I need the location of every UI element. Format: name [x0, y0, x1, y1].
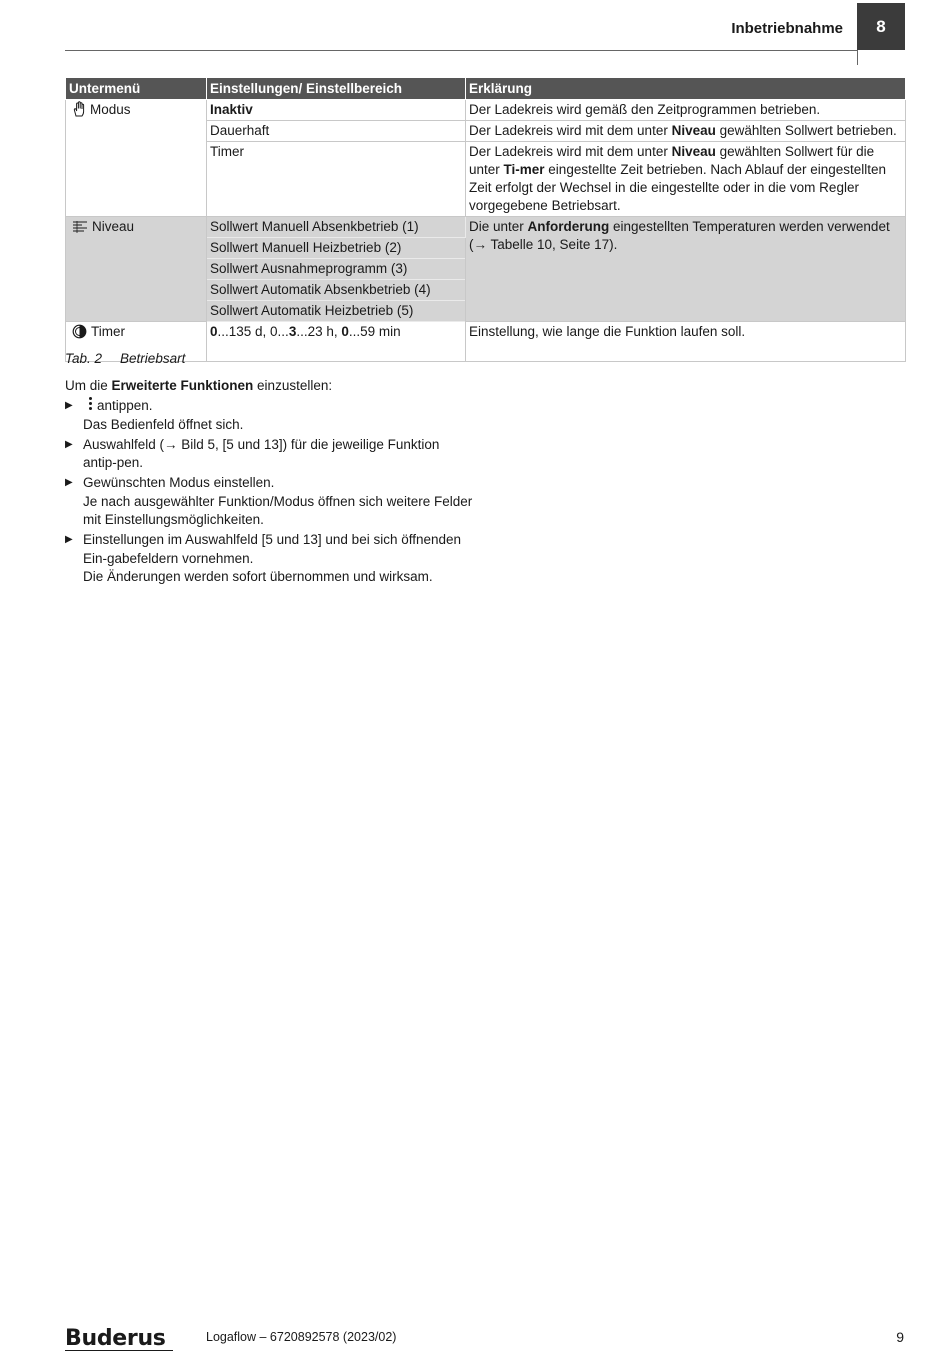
more-options-icon	[89, 397, 93, 412]
explanation-cell	[466, 121, 906, 142]
document-reference: Logaflow – 6720892578 (2023/02)	[206, 1330, 397, 1344]
explanation-keyword: Niveau	[671, 123, 716, 138]
explanation-text: eingestellte Zeit betrieben. Nach Ablauf der eingestellten Zeit erfolgt der Wechsel in die eingestellte oder in die vom Regler vorgegebene Betriebsart.	[469, 162, 887, 213]
page-number: 9	[896, 1329, 904, 1345]
intro-line	[65, 377, 475, 396]
default-value: 0	[210, 324, 218, 339]
explanation-text: Der Ladekreis wird mit dem unter	[469, 144, 672, 159]
explanation-cell: Der Ladekreis wird gemäß den Zeitprogrammen betrieben.	[466, 100, 906, 121]
explanation-keyword: Ti-mer	[503, 162, 545, 177]
step-result: Die Änderungen werden sofort übernommen und wirksam.	[83, 569, 433, 584]
setting-cell: Sollwert Manuell Heizbetrieb (2)	[207, 238, 466, 259]
bullet-icon: ▶	[65, 477, 73, 488]
timer-icon	[72, 324, 87, 344]
header-tick	[857, 50, 858, 65]
explanation-keyword: Niveau	[671, 144, 716, 159]
default-value: 3	[288, 324, 297, 339]
step-text: Einstellungen im Auswahlfeld [5 und 13] und bei sich öffnenden Ein-gabefeldern vornehmen.	[83, 532, 462, 566]
list-item	[65, 397, 475, 434]
explanation-text: Der Ladekreis wird mit dem unter	[469, 123, 672, 138]
table-row	[66, 322, 906, 362]
explanation-text: Die unter	[469, 219, 528, 234]
bullet-icon: ▶	[65, 534, 73, 545]
explanation-text: gewählten Sollwert für die unter	[469, 144, 875, 177]
step-text: Gewünschten Modus einstellen.	[83, 475, 275, 490]
range-text: ...59 min	[348, 324, 401, 339]
list-item	[65, 531, 475, 587]
explanation-cell	[466, 217, 906, 322]
intro-keyword: Erweiterte Funktionen	[111, 378, 254, 393]
column-header: Einstellungen/ Einstellbereich	[207, 78, 466, 100]
explanation-cell	[466, 142, 906, 217]
table-caption	[65, 351, 185, 366]
submenu-label: Modus	[90, 102, 131, 117]
setting-cell: Sollwert Ausnahmeprogramm (3)	[207, 259, 466, 280]
range-text: ...23 h,	[296, 324, 342, 339]
submenu-label: Niveau	[92, 219, 135, 234]
table-row	[66, 217, 906, 238]
instruction-text	[65, 377, 475, 587]
setting-value: Inaktiv	[210, 102, 253, 117]
setting-cell	[207, 100, 466, 121]
setting-cell: Sollwert Automatik Absenkbetrieb (4)	[207, 280, 466, 301]
explanation-text: gewählten Sollwert betrieben.	[715, 123, 897, 138]
operating-mode-table	[65, 77, 906, 362]
caption-number: Tab. 2	[65, 351, 103, 366]
setting-cell: Timer	[207, 142, 466, 217]
explanation-text: eingestellten Temperaturen werden verwendet	[609, 219, 890, 234]
setting-cell: Sollwert Manuell Absenkbetrieb (1)	[207, 217, 466, 238]
list-item	[65, 474, 475, 530]
column-header: Erklärung	[466, 78, 906, 100]
submenu-label: Timer	[91, 324, 125, 339]
table-row	[66, 100, 906, 121]
default-value: 0	[341, 324, 349, 339]
brand-logo: Buderus	[65, 1326, 166, 1351]
step-text: antippen.	[97, 398, 153, 413]
caption-title: Betriebsart	[120, 351, 186, 366]
explanation-keyword: Anforderung	[527, 219, 610, 234]
intro-text: einzustellen:	[253, 378, 333, 393]
header-section-title: Inbetriebnahme	[731, 20, 843, 37]
explanation-cell: Einstellung, wie lange die Funktion laufen soll.	[466, 322, 906, 362]
submenu-cell-modus	[66, 100, 207, 217]
column-header: Untermenü	[66, 78, 207, 100]
list-item	[65, 436, 475, 473]
submenu-cell-niveau	[66, 217, 207, 322]
step-result: Das Bedienfeld öffnet sich.	[83, 416, 244, 432]
setting-cell: Sollwert Automatik Heizbetrieb (5)	[207, 301, 466, 322]
setting-cell: Dauerhaft	[207, 121, 466, 142]
hand-icon	[72, 101, 86, 122]
bullet-icon: ▶	[65, 400, 73, 411]
chapter-number-badge: 8	[857, 3, 905, 50]
levels-icon	[72, 220, 88, 239]
step-text: Auswahlfeld (→ Bild 5, [5 und 13]) für die jeweilige Funktion antip-pen.	[83, 436, 440, 470]
range-text: ...135 d, 0...	[217, 324, 289, 339]
setting-cell	[207, 322, 466, 362]
header-rule	[65, 50, 857, 51]
intro-text: Um die	[65, 378, 112, 393]
table-reference: (→ Tabelle 10, Seite 17).	[469, 237, 618, 252]
table-header-row	[66, 78, 906, 100]
logo-underline	[65, 1350, 173, 1351]
bullet-icon: ▶	[65, 438, 73, 450]
step-result: Je nach ausgewählter Funktion/Modus öffnen sich weitere Felder mit Einstellungsmöglichkeiten.	[83, 493, 473, 527]
